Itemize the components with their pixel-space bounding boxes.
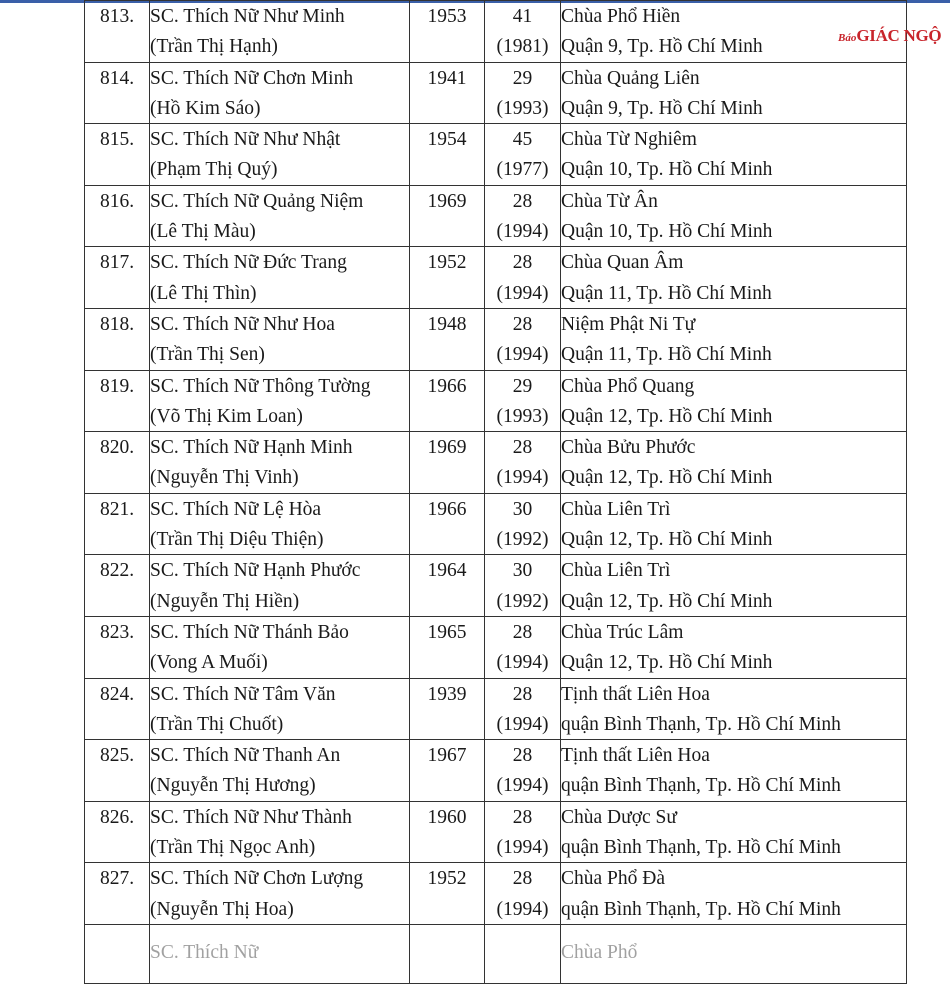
birth-year: 1965 bbox=[427, 621, 467, 643]
age-value: 29 bbox=[512, 375, 533, 397]
age-year: (1994) bbox=[496, 467, 549, 489]
row-number: 825. bbox=[99, 745, 135, 767]
dharma-name: SC. Thích Nữ Tâm Văn bbox=[150, 683, 336, 705]
lay-name: (Trần Thị Hạnh) bbox=[150, 36, 278, 58]
row-number: 815. bbox=[99, 129, 135, 151]
temple-cell bbox=[561, 185, 907, 247]
age-cell bbox=[485, 370, 561, 432]
name-cell bbox=[150, 432, 410, 494]
dharma-name: SC. Thích Nữ Chơn Lượng bbox=[150, 868, 364, 890]
lay-name: (Nguyễn Thị Hiền) bbox=[150, 590, 300, 612]
temple-location: quận Bình Thạnh, Tp. Hồ Chí Minh bbox=[561, 837, 841, 859]
row-number: 826. bbox=[99, 806, 135, 828]
nun-register-table bbox=[84, 0, 907, 984]
row-number-cell bbox=[85, 370, 150, 432]
birth-year: 1969 bbox=[427, 190, 467, 212]
dharma-name: SC. Thích Nữ Như Nhật bbox=[150, 129, 341, 151]
lay-name: (Trần Thị Sen) bbox=[150, 344, 265, 366]
temple-location: Quận 10, Tp. Hồ Chí Minh bbox=[561, 159, 773, 181]
temple-cell bbox=[561, 370, 907, 432]
birth-year: 1952 bbox=[427, 252, 467, 274]
age-cell bbox=[485, 432, 561, 494]
row-number: 814. bbox=[99, 67, 135, 89]
age-year: (1994) bbox=[496, 775, 549, 797]
table-row bbox=[85, 370, 907, 432]
table-row bbox=[85, 62, 907, 124]
table-row bbox=[85, 1, 907, 63]
table-row bbox=[85, 801, 907, 863]
age-value: 28 bbox=[512, 621, 533, 643]
age-year: (1994) bbox=[496, 282, 549, 304]
age-cell bbox=[485, 247, 561, 309]
partial-text: SC. Thích Nữ bbox=[150, 941, 259, 963]
name-cell bbox=[150, 62, 410, 124]
age-cell bbox=[485, 555, 561, 617]
row-number-cell bbox=[85, 924, 150, 983]
temple-location: Quận 12, Tp. Hồ Chí Minh bbox=[561, 529, 773, 551]
row-number: 822. bbox=[99, 560, 135, 582]
table-row bbox=[85, 308, 907, 370]
table-row bbox=[85, 185, 907, 247]
temple-cell bbox=[561, 678, 907, 740]
name-cell bbox=[150, 185, 410, 247]
dharma-name: SC. Thích Nữ Thanh An bbox=[150, 745, 341, 767]
dharma-name: SC. Thích Nữ Đức Trang bbox=[150, 252, 347, 274]
age-value: 28 bbox=[512, 190, 533, 212]
age-year: (1992) bbox=[496, 529, 549, 551]
temple-name: Chùa Liên Trì bbox=[561, 560, 671, 582]
name-cell bbox=[150, 308, 410, 370]
temple-cell bbox=[561, 308, 907, 370]
birth-year: 1953 bbox=[427, 6, 467, 27]
table-row bbox=[85, 616, 907, 678]
temple-location: quận Bình Thạnh, Tp. Hồ Chí Minh bbox=[561, 898, 841, 920]
table-row bbox=[85, 740, 907, 802]
age-cell bbox=[485, 616, 561, 678]
temple-name: Chùa Phổ Quang bbox=[561, 375, 695, 397]
name-cell bbox=[150, 740, 410, 802]
birth-year: 1960 bbox=[427, 806, 467, 828]
age-value: 41 bbox=[512, 6, 533, 27]
age-value: 28 bbox=[512, 437, 533, 459]
age-year: (1981) bbox=[496, 36, 549, 58]
temple-name: Chùa Trúc Lâm bbox=[561, 621, 684, 643]
age-year: (1994) bbox=[496, 221, 549, 243]
temple-cell bbox=[561, 616, 907, 678]
birth-year: 1954 bbox=[427, 129, 467, 151]
age-cell bbox=[485, 740, 561, 802]
row-number: 821. bbox=[99, 498, 135, 520]
temple-location: Quận 12, Tp. Hồ Chí Minh bbox=[561, 652, 773, 674]
temple-location: Quận 11, Tp. Hồ Chí Minh bbox=[561, 282, 772, 304]
birth-year: 1966 bbox=[427, 375, 467, 397]
lay-name: (Lê Thị Màu) bbox=[150, 221, 256, 243]
lay-name: (Nguyễn Thị Vinh) bbox=[150, 467, 299, 489]
table-body bbox=[85, 1, 907, 984]
age-value: 28 bbox=[512, 313, 533, 335]
logo-name: GIÁC NGỘ bbox=[856, 26, 942, 45]
lay-name: (Nguyễn Thị Hương) bbox=[150, 775, 316, 797]
row-number: 827. bbox=[99, 868, 135, 890]
temple-cell bbox=[561, 863, 907, 925]
age-value: 28 bbox=[512, 745, 533, 767]
dharma-name: SC. Thích Nữ Quảng Niệm bbox=[150, 190, 364, 212]
birth-year-cell bbox=[410, 247, 485, 309]
birth-year-cell bbox=[410, 308, 485, 370]
logo-prefix: Báo bbox=[838, 32, 857, 44]
table-row bbox=[85, 863, 907, 925]
age-cell bbox=[485, 924, 561, 983]
birth-year-cell bbox=[410, 555, 485, 617]
birth-year: 1948 bbox=[427, 313, 467, 335]
lay-name: (Lê Thị Thìn) bbox=[150, 282, 257, 304]
birth-year-cell bbox=[410, 432, 485, 494]
age-cell bbox=[485, 308, 561, 370]
birth-year-cell bbox=[410, 185, 485, 247]
table-row bbox=[85, 432, 907, 494]
table-row bbox=[85, 493, 907, 555]
birth-year: 1964 bbox=[427, 560, 467, 582]
row-number: 820. bbox=[99, 437, 135, 459]
temple-name: Chùa Quan Âm bbox=[561, 252, 684, 274]
birth-year: 1941 bbox=[427, 67, 467, 89]
table-row bbox=[85, 678, 907, 740]
age-cell bbox=[485, 863, 561, 925]
name-cell bbox=[150, 124, 410, 186]
birth-year-cell bbox=[410, 62, 485, 124]
lay-name: (Phạm Thị Quý) bbox=[150, 159, 278, 181]
row-number: 824. bbox=[99, 683, 135, 705]
age-cell bbox=[485, 1, 561, 63]
lay-name: (Võ Thị Kim Loan) bbox=[150, 405, 303, 427]
birth-year-cell bbox=[410, 493, 485, 555]
temple-location: Quận 12, Tp. Hồ Chí Minh bbox=[561, 467, 773, 489]
birth-year-cell bbox=[410, 740, 485, 802]
dharma-name: SC. Thích Nữ Như Minh bbox=[150, 6, 345, 27]
dharma-name: SC. Thích Nữ Hạnh Phước bbox=[150, 560, 361, 582]
birth-year: 1952 bbox=[427, 868, 467, 890]
table-row bbox=[85, 555, 907, 617]
birth-year-cell bbox=[410, 616, 485, 678]
birth-year-cell bbox=[410, 678, 485, 740]
row-number-cell bbox=[85, 62, 150, 124]
row-number-cell bbox=[85, 555, 150, 617]
temple-name: Chùa Phổ Hiền bbox=[561, 6, 681, 27]
age-year: (1994) bbox=[496, 344, 549, 366]
row-number-cell bbox=[85, 616, 150, 678]
birth-year: 1939 bbox=[427, 683, 467, 705]
age-value: 28 bbox=[512, 868, 533, 890]
temple-name: Chùa Dược Sư bbox=[561, 806, 677, 828]
age-year: (1994) bbox=[496, 898, 549, 920]
row-number-cell bbox=[85, 801, 150, 863]
temple-location: Quận 12, Tp. Hồ Chí Minh bbox=[561, 405, 773, 427]
temple-name: Chùa Phổ Đà bbox=[561, 868, 665, 890]
row-number-cell bbox=[85, 185, 150, 247]
temple-cell bbox=[561, 924, 907, 983]
age-value: 28 bbox=[512, 252, 533, 274]
name-cell bbox=[150, 247, 410, 309]
birth-year: 1966 bbox=[427, 498, 467, 520]
temple-name: Chùa Từ Ân bbox=[561, 190, 658, 212]
temple-cell bbox=[561, 124, 907, 186]
lay-name: (Nguyễn Thị Hoa) bbox=[150, 898, 294, 920]
table-row-partial bbox=[85, 924, 907, 983]
birth-year-cell bbox=[410, 124, 485, 186]
temple-location: quận Bình Thạnh, Tp. Hồ Chí Minh bbox=[561, 713, 841, 735]
temple-cell bbox=[561, 247, 907, 309]
row-number: 818. bbox=[99, 313, 135, 335]
age-cell bbox=[485, 678, 561, 740]
lay-name: (Hồ Kim Sáo) bbox=[150, 97, 261, 119]
age-value: 30 bbox=[512, 560, 533, 582]
age-cell bbox=[485, 62, 561, 124]
row-number-cell bbox=[85, 863, 150, 925]
age-value: 28 bbox=[512, 806, 533, 828]
temple-name: Tịnh thất Liên Hoa bbox=[561, 745, 710, 767]
temple-location: quận Bình Thạnh, Tp. Hồ Chí Minh bbox=[561, 775, 841, 797]
temple-cell bbox=[561, 801, 907, 863]
lay-name: (Trần Thị Diệu Thiện) bbox=[150, 529, 324, 551]
table-row bbox=[85, 247, 907, 309]
birth-year-cell bbox=[410, 370, 485, 432]
row-number-cell bbox=[85, 432, 150, 494]
row-number-cell bbox=[85, 740, 150, 802]
age-year: (1993) bbox=[496, 97, 549, 119]
row-number: 813. bbox=[99, 6, 135, 27]
birth-year: 1967 bbox=[427, 745, 467, 767]
row-number: 816. bbox=[99, 190, 135, 212]
temple-name: Tịnh thất Liên Hoa bbox=[561, 683, 710, 705]
dharma-name: SC. Thích Nữ Lệ Hòa bbox=[150, 498, 322, 520]
row-number: 817. bbox=[99, 252, 135, 274]
age-year: (1977) bbox=[496, 159, 549, 181]
name-cell bbox=[150, 863, 410, 925]
age-value: 30 bbox=[512, 498, 533, 520]
lay-name: (Vong A Muối) bbox=[150, 652, 268, 674]
age-cell bbox=[485, 124, 561, 186]
birth-year-cell bbox=[410, 801, 485, 863]
dharma-name: SC. Thích Nữ Thánh Bảo bbox=[150, 621, 349, 643]
partial-text: Chùa Phổ bbox=[561, 941, 638, 963]
temple-location: Quận 12, Tp. Hồ Chí Minh bbox=[561, 590, 773, 612]
age-year: (1994) bbox=[496, 713, 549, 735]
row-number-cell bbox=[85, 247, 150, 309]
age-cell bbox=[485, 801, 561, 863]
name-cell bbox=[150, 801, 410, 863]
age-year: (1994) bbox=[496, 652, 549, 674]
lay-name: (Trần Thị Chuốt) bbox=[150, 713, 284, 735]
age-year: (1994) bbox=[496, 837, 549, 859]
temple-cell bbox=[561, 555, 907, 617]
temple-location: Quận 11, Tp. Hồ Chí Minh bbox=[561, 344, 772, 366]
temple-name: Chùa Bửu Phước bbox=[561, 437, 696, 459]
newspaper-logo bbox=[838, 27, 941, 45]
name-cell bbox=[150, 678, 410, 740]
table-row bbox=[85, 124, 907, 186]
lay-name: (Trần Thị Ngọc Anh) bbox=[150, 837, 316, 859]
temple-name: Chùa Quảng Liên bbox=[561, 67, 700, 89]
temple-name: Chùa Liên Trì bbox=[561, 498, 671, 520]
age-year: (1992) bbox=[496, 590, 549, 612]
name-cell bbox=[150, 493, 410, 555]
age-cell bbox=[485, 493, 561, 555]
temple-cell bbox=[561, 432, 907, 494]
temple-cell bbox=[561, 740, 907, 802]
temple-name: Niệm Phật Ni Tự bbox=[561, 313, 696, 335]
temple-name: Chùa Từ Nghiêm bbox=[561, 129, 697, 151]
birth-year-cell bbox=[410, 1, 485, 63]
temple-location: Quận 10, Tp. Hồ Chí Minh bbox=[561, 221, 773, 243]
row-number-cell bbox=[85, 124, 150, 186]
birth-year: 1969 bbox=[427, 437, 467, 459]
dharma-name: SC. Thích Nữ Thông Tường bbox=[150, 375, 371, 397]
dharma-name: SC. Thích Nữ Hạnh Minh bbox=[150, 437, 353, 459]
temple-cell bbox=[561, 62, 907, 124]
age-value: 45 bbox=[512, 129, 533, 151]
row-number-cell bbox=[85, 678, 150, 740]
birth-year-cell bbox=[410, 924, 485, 983]
dharma-name: SC. Thích Nữ Như Hoa bbox=[150, 313, 335, 335]
age-value: 28 bbox=[512, 683, 533, 705]
row-number: 819. bbox=[99, 375, 135, 397]
row-number-cell bbox=[85, 493, 150, 555]
birth-year-cell bbox=[410, 863, 485, 925]
name-cell bbox=[150, 616, 410, 678]
row-number-cell bbox=[85, 308, 150, 370]
name-cell bbox=[150, 1, 410, 63]
age-cell bbox=[485, 185, 561, 247]
name-cell bbox=[150, 370, 410, 432]
temple-location: Quận 9, Tp. Hồ Chí Minh bbox=[561, 36, 763, 58]
dharma-name: SC. Thích Nữ Như Thành bbox=[150, 806, 352, 828]
temple-location: Quận 9, Tp. Hồ Chí Minh bbox=[561, 97, 763, 119]
temple-cell bbox=[561, 493, 907, 555]
name-cell bbox=[150, 555, 410, 617]
dharma-name: SC. Thích Nữ Chơn Minh bbox=[150, 67, 354, 89]
row-number-cell bbox=[85, 1, 150, 63]
row-number: 823. bbox=[99, 621, 135, 643]
age-year: (1993) bbox=[496, 405, 549, 427]
name-cell bbox=[150, 924, 410, 983]
age-value: 29 bbox=[512, 67, 533, 89]
